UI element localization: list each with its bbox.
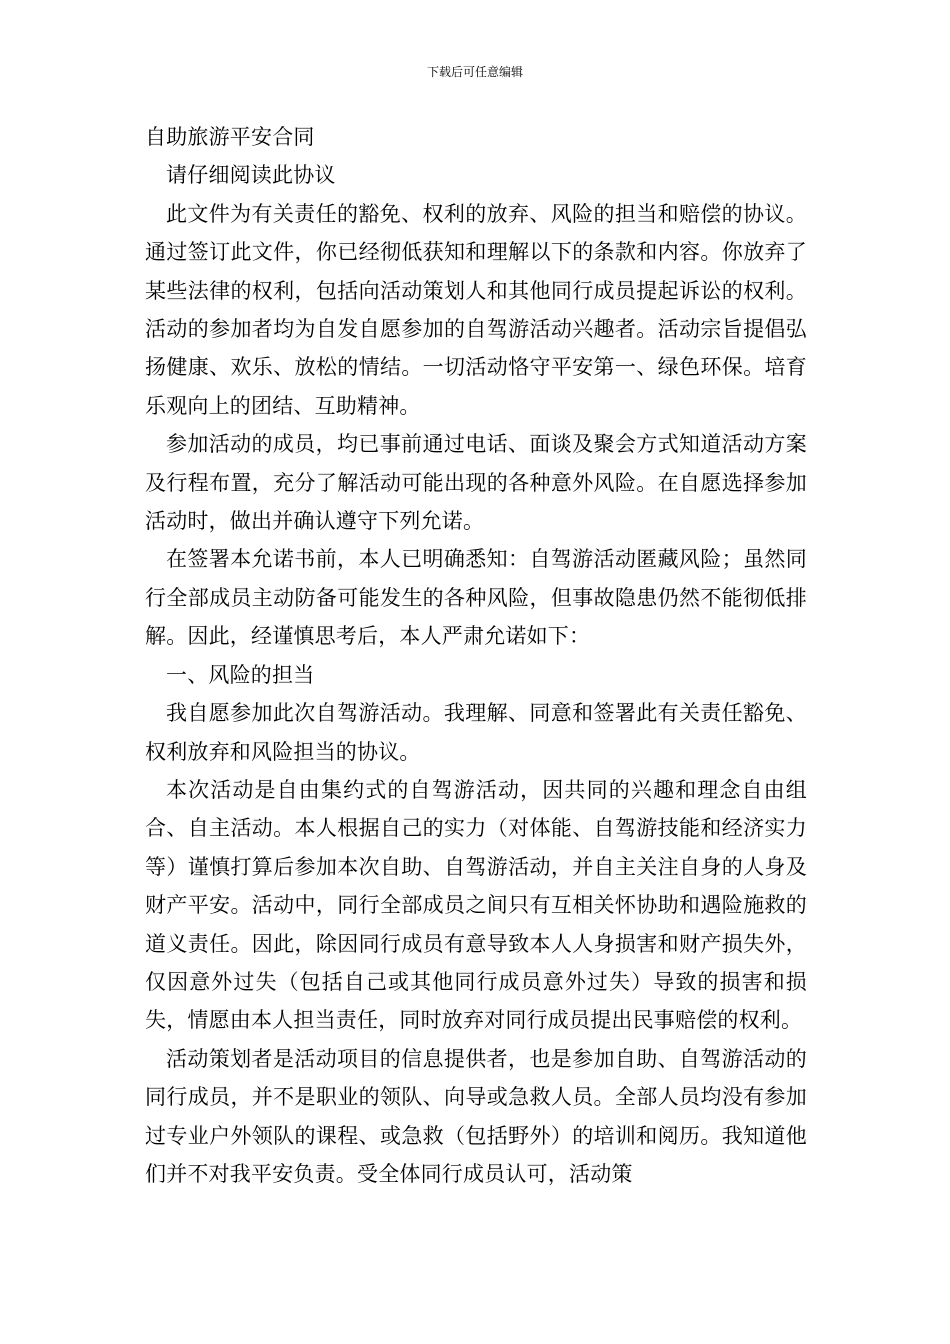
- paragraph-read-notice: 请仔细阅读此协议: [166, 163, 336, 188]
- section-heading-risk: 一、风险的担当: [166, 662, 315, 687]
- paragraph-commitment: 在签署本允诺书前，本人已明确悉知：自驾游活动匿藏风险；虽然同行全部成员主动防备可能发生的各种风险，但事故隐患仍然不能彻低排解。因此，经谨慎思考后，本人严肃允诺如下：: [145, 547, 807, 649]
- page-header: 下载后可任意编辑: [426, 65, 523, 79]
- paragraph-participants: 参加活动的成员，均已事前通过电话、面谈及聚会方式知道活动方案及行程布置，充分了解活动可能出现的各种意外风险。在自愿选择参加活动时，做出并确认遵守下列允诺。: [145, 432, 807, 534]
- paragraph-intro: 此文件为有关责任的豁免、权利的放弃、风险的担当和赔偿的协议。通过签订此文件，你已经彻低获知和理解以下的条款和内容。你放弃了某些法律的权利，包括向活动策划人和其他同行成员提起诉讼的权利。活动的参加者均为自发自愿参加的自驾游活动兴趣者。活动宗旨提倡弘扬健康、欢乐、放松的情结。一切活动恪守平安第一、绿色环保。培育乐观向上的团结、互助精神。: [145, 201, 807, 418]
- document-title: 自助旅游平安合同: [145, 125, 315, 149]
- paragraph-organizer: 活动策划者是活动项目的信息提供者，也是参加自助、自驾游活动的同行成员，并不是职业的领队、向导或急救人员。全部人员均没有参加过专业户外领队的课程、或急救（包括野外）的培训和阅历。我知道他们并不对我平安负责。受全体同行成员认可，活动策: [145, 1046, 807, 1186]
- paragraph-activity-nature: 本次活动是自由集约式的自驾游活动，因共同的兴趣和理念自由组合、自主活动。本人根据自己的实力（对体能、自驾游技能和经济实力等）谨慎打算后参加本次自助、自驾游活动，并自主关注自身的人身及财产平安。活动中，同行全部成员之间只有互相关怀协助和遇险施救的道义责任。因此，除因同行成员有意导致本人人身损害和财产损失外，仅因意外过失（包括自己或其他同行成员意外过失）导致的损害和损失，情愿由本人担当责任，同时放弃对同行成员提出民事赔偿的权利。: [145, 777, 807, 1033]
- document-body: [145, 118, 807, 1193]
- paragraph-voluntary: 我自愿参加此次自驾游活动。我理解、同意和签署此有关责任豁免、权利放弃和风险担当的协议。: [145, 701, 807, 764]
